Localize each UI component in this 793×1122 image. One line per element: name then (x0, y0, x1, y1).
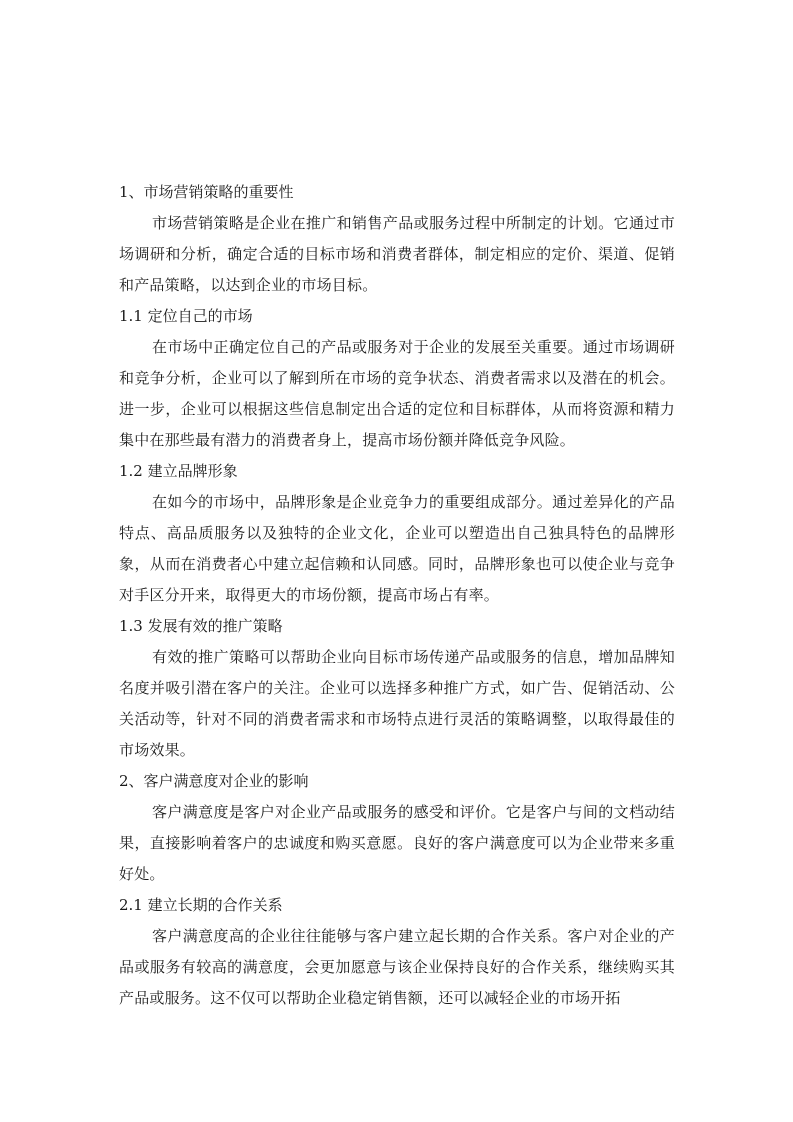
section-heading-1-3: 1.3 发展有效的推广策略 (119, 617, 283, 635)
section-paragraph-2: 客户满意度是客户对企业产品或服务的感受和评价。它是客户与间的文档动结果，直接影响着客户的忠诚度和购买意愿。良好的客户满意度可以为企业带来多重好处。 (119, 803, 675, 883)
section-paragraph-1-3: 有效的推广策略可以帮助企业向目标市场传递产品或服务的信息，增加品牌知名度并吸引潜在客户的关注。企业可以选择多种推广方式，如广告、促销活动、公关活动等，针对不同的消费者需求和市场特点进行灵活的策略调整，以取得最佳的市场效果。 (119, 648, 675, 759)
document-body (119, 177, 675, 1014)
section-heading-1-2: 1.2 建立品牌形象 (119, 462, 238, 480)
section-paragraph-2-1: 客户满意度高的企业往往能够与客户建立起长期的合作关系。客户对企业的产品或服务有较高的满意度，会更加愿意与该企业保持良好的合作关系，继续购买其产品或服务。这不仅可以帮助企业稳定销售额，还可以减轻企业的市场开拓 (119, 927, 675, 1007)
section-paragraph-1-1: 在市场中正确定位自己的产品或服务对于企业的发展至关重要。通过市场调研和竞争分析，企业可以了解到所在市场的竞争状态、消费者需求以及潜在的机会。进一步，企业可以根据这些信息制定出合适的定位和目标群体，从而将资源和精力集中在那些最有潜力的消费者身上，提高市场份额并降低竞争风险。 (119, 338, 675, 449)
section-heading-1: 1、市场营销策略的重要性 (119, 183, 294, 201)
section-heading-2-1: 2.1 建立长期的合作关系 (119, 896, 283, 914)
section-paragraph-1-2: 在如今的市场中，品牌形象是企业竞争力的重要组成部分。通过差异化的产品特点、高品质服务以及独特的企业文化，企业可以塑造出自己独具特色的品牌形象，从而在消费者心中建立起信赖和认同感。同时，品牌形象也可以使企业与竞争对手区分开来，取得更大的市场份额，提高市场占有率。 (119, 493, 675, 604)
section-heading-2: 2、客户满意度对企业的影响 (119, 772, 309, 790)
section-paragraph-1: 市场营销策略是企业在推广和销售产品或服务过程中所制定的计划。它通过市场调研和分析，确定合适的目标市场和消费者群体，制定相应的定价、渠道、促销和产品策略，以达到企业的市场目标。 (119, 214, 675, 294)
section-heading-1-1: 1.1 定位自己的市场 (119, 307, 253, 325)
